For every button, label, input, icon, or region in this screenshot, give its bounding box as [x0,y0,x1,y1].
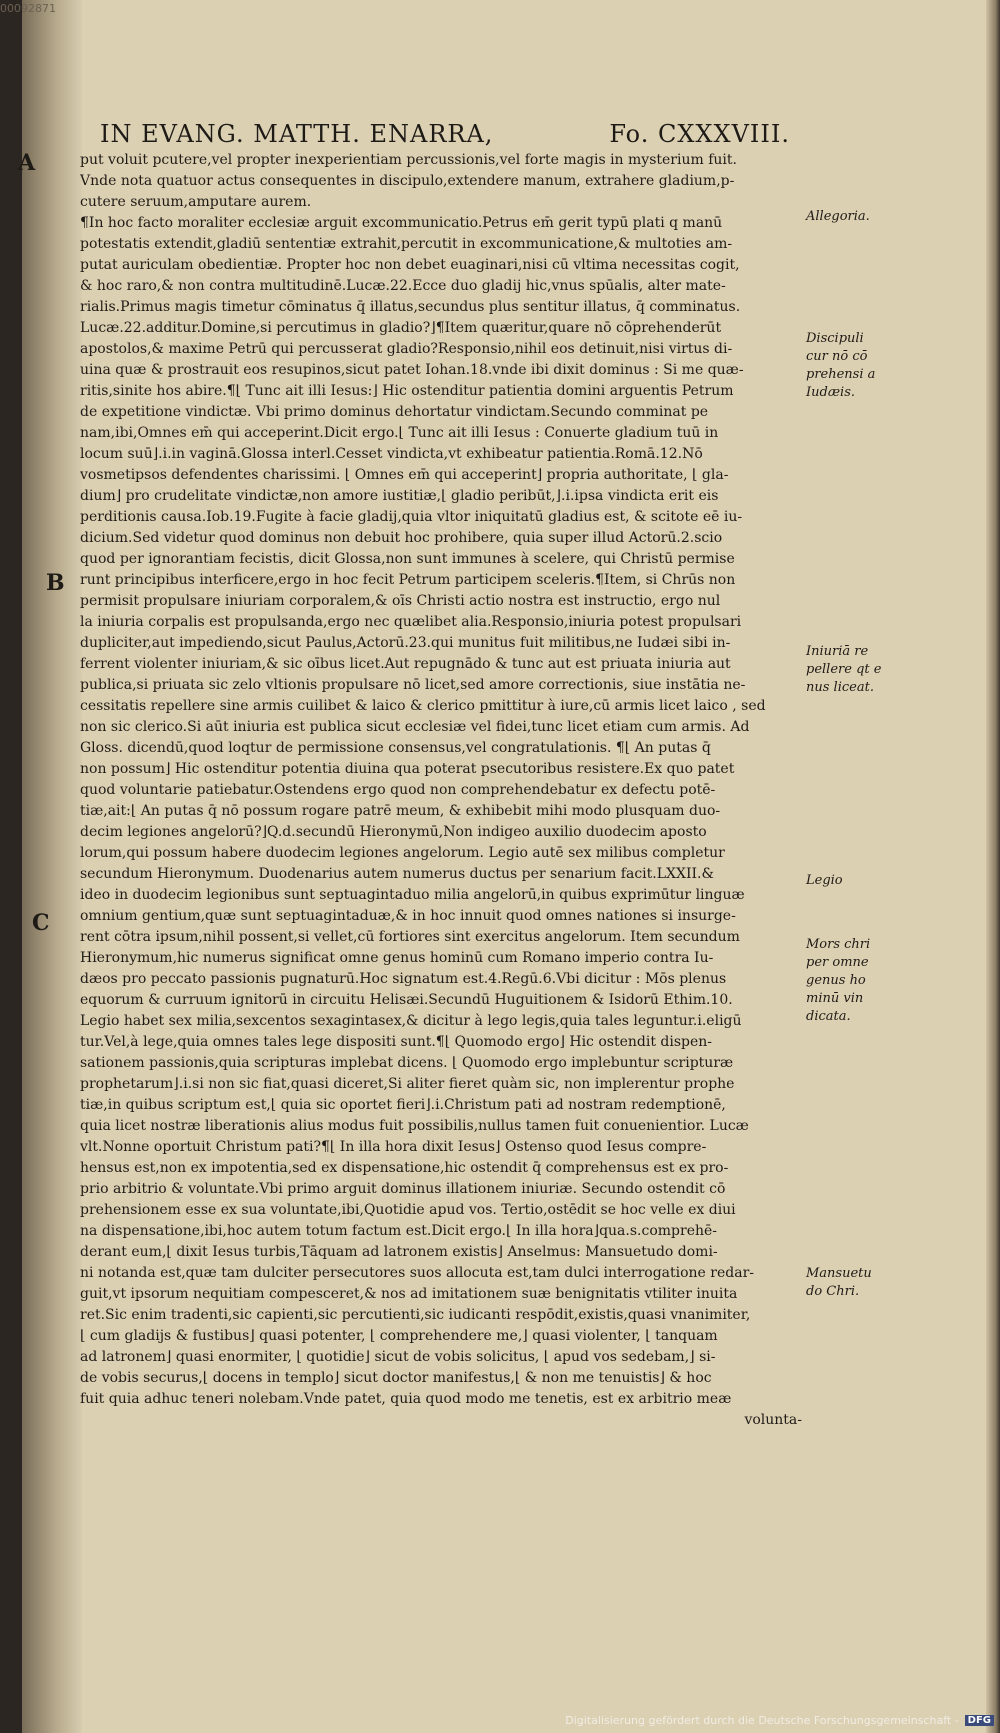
text-line: dicium.Sed videtur quod dominus non debuit hoc prohibere, quia super illud Actorū.2.scio [80,530,723,546]
section-letter-a: A [18,150,36,176]
text-line: ⌊ cum gladijs & fustibus⌋ quasi potenter, ⌊ comprehendere me,⌋ quasi violenter, ⌊ tanquam [80,1328,718,1344]
text-line: non possum⌋ Hic ostenditur potentia diuina qua poterat psecutoribus resistere.Ex quo patet [80,761,735,777]
text-line: cutere seruum,amputare aurem. [80,194,312,210]
text-line: quod per ignorantiam fecistis, dicit Glossa,non sunt immunes à scelere, qui Christū permise [80,551,735,567]
text-line: rent cōtra ipsum,nihil possent,si vellet,cū fortiores sint exercitus angelorum. Item secundum [80,929,740,945]
margin-note-mors: Mors chri per omne genus ho minū vin dicata. [806,937,871,1024]
page-fore-edge [986,0,1000,1733]
text-line: Lucæ.22.additur.Domine,si percutimus in gladio?⌋¶Item quæritur,quare nō cōprehenderūt [80,320,722,336]
text-line: na dispensatione,ibi,hoc autem totum factum est.Dicit ergo.⌊ In illa hora⌋qua.s.comprehē- [80,1223,718,1239]
text-line: & hoc raro,& non contra multitudinē.Lucæ.22.Ecce duo gladij hic,vnus spūalis, alter mate- [80,278,726,294]
text-line: prophetarum⌋.i.si non sic fiat,quasi diceret,Si aliter fieret quàm sic, non implerentur prophe [80,1076,735,1092]
text-line: rialis.Primus magis timetur cōminatus q̄ illatus,secundus plus sentitur illatus, q̄ comminatus. [80,299,741,315]
text-line: ideo in duodecim legionibus sunt septuagintaduo milia angelorū,in quibus exprimūtur linguæ [80,887,745,903]
text-line: tiæ,in quibus scriptum est,⌊ quia sic oportet fieri⌋.i.Christum pati ad nostram redemptionē, [80,1097,726,1113]
text-line: ¶In hoc facto moraliter ecclesiæ arguit excommunicatio.Petrus em̄ gerit typū plati q manū [80,215,723,231]
dfg-logo: DFG [965,1715,994,1726]
text-line: decim legiones angelorū?⌋Q.d.secundū Hieronymū,Non indigeo auxilio duodecim aposto [80,824,707,840]
footer [565,1711,994,1729]
folio-number: Fo. CXXXVIII. [609,120,790,148]
text-line: ret.Sic enim tradenti,sic capienti,sic percutienti,sic iudicanti respōdit,existis,quasi vnanimiter, [80,1307,751,1323]
text-line: apostolos,& maxime Petrū qui percusserat gladio?Responsio,nihil eos detinuit,nisi virtus di- [80,341,733,357]
text-line: prio arbitrio & voluntate.Vbi primo arguit dominus illationem iniuriæ. Secundo ostendit cō [80,1181,726,1197]
text-line: guit,vt ipsorum nequitiam compesceret,& nos ad imitationem suæ benignitatis vtiliter inuita [80,1286,738,1302]
text-line: vosmetipsos defendentes charissimi. ⌊ Omnes em̄ qui acceperint⌋ propria authoritate, ⌊ gla- [80,467,729,483]
text-line: omnium gentium,quæ sunt septuagintaduæ,& in hoc innuit quod omnes nationes si insurge- [80,908,736,924]
margin-note-legio: Legio [806,873,843,888]
text-line: dium⌋ pro crudelitate vindictæ,non amore iustitiæ,⌊ gladio peribūt,⌋.i.ipsa vindicta erit eis [80,488,719,504]
margin-note-mansuetudo: Mansuetu do Chri. [806,1266,872,1299]
book-gutter [22,0,82,1733]
text-line: put voluit pcutere,vel propter inexperientiam percussionis,vel forte magis in mysterium fuit. [80,152,737,168]
margin-note-iniuria: Iniuriā re pellere qt e nus liceat. [806,644,882,695]
section-letter-c: C [32,910,50,936]
margin-note-allegoria: Allegoria. [806,209,870,224]
text-line: potestatis extendit,gladiū sententiæ extrahit,percutit in excommunicatione,& multoties am- [80,236,733,252]
text-line: cessitatis repellere sine armis cuilibet & laico & clerico pmittitur à iure,cū armis licet laico , sed [80,698,766,714]
text-line: publica,si priuata sic zelo vltionis propulsare nō licet,sed amore correctionis, siue instātia ne- [80,677,746,693]
text-line: tiæ,ait:⌊ An putas q̄ nō possum rogare patrē meum, & exhibebit mihi modo plusquam duo- [80,803,721,819]
text-line: non sic clerico.Si aūt iniuria est publica sicut ecclesiæ vel fidei,tunc licet etiam cum armis. Ad [80,719,750,735]
text-line: tur.Vel,à lege,quia omnes tales lege dispositi sunt.¶⌊ Quomodo ergo⌋ Hic ostendit dispen- [80,1034,713,1050]
text-line: putat auriculam obedientiæ. Propter hoc non debet euaginari,nisi cū vltima necessitas cogit, [80,257,740,273]
scan-id: 00092871 [0,2,56,15]
text-line: quod voluntarie patiebatur.Ostendens ergo quod non comprehendebatur ex defectu potē- [80,782,716,798]
running-title: IN EVANG. MATTH. ENARRA, [100,120,494,148]
text-line: volunta- [744,1412,802,1428]
text-line: ad latronem⌋ quasi enormiter, ⌊ quotidie⌋ sicut de vobis solicitus, ⌊ apud vos sedebam,⌋ si- [80,1349,716,1365]
text-line: la iniuria corpalis est propulsanda,ergo nec quælibet alia.Responsio,iniuria potest propulsari [80,614,742,630]
section-letter-b: B [46,570,65,596]
margin-note-discipuli: Discipuli cur nō cō prehensi a Iudæis. [806,331,876,400]
text-line: dupliciter,aut impediendo,sicut Paulus,Actorū.23.qui munitus fuit militibus,ne Iudæi sibi in- [80,635,731,651]
text-line: de expetitione vindictæ. Vbi primo dominus dehortatur vindictam.Secundo comminat pe [80,404,709,420]
text-line: locum suū⌋.i.in vaginā.Glossa interl.Cesset vindicta,vt exhibeatur patientia.Romā.12.Nō [80,446,703,462]
text-line: prehensionem esse ex sua voluntate,ibi,Quotidie apud vos. Tertio,ostēdit se hoc velle ex diui [80,1202,736,1218]
text-line: secundum Hieronymum. Duodenarius autem numerus ductus per senarium facit.LXXII.& [80,866,714,882]
text-line: runt principibus interficere,ergo in hoc fecit Petrum participem sceleris.¶Item, si Chrūs non [80,572,736,588]
text-line: Legio habet sex milia,sexcentos sexagintasex,& dicitur à lego legis,quia tales leguntur.i.eligū [80,1013,742,1029]
text-line: Vnde nota quatuor actus consequentes in discipulo,extendere manum, extrahere gladium,p- [80,173,735,189]
text-line: fuit quia adhuc teneri nolebam.Vnde patet, quia quod modo me tenetis, est ex arbitrio meæ [80,1391,732,1407]
text-line: dæos pro peccato passionis pugnaturū.Hoc signatum est.4.Regū.6.Vbi dicitur : Mōs plenus [80,971,727,987]
text-line: ni notanda est,quæ tam dulciter persecutores suos allocuta est,tam dulci interrogatione redar- [80,1265,754,1281]
text-line: nam,ibi,Omnes em̄ qui acceperint.Dicit ergo.⌊ Tunc ait illi Iesus : Conuerte gladium tuū in [80,425,719,441]
text-line: de vobis securus,⌊ docens in templo⌋ sicut doctor manifestus,⌊ & non me tenuistis⌋ & hoc [80,1370,712,1386]
text-line: ritis,sinite hos abire.¶⌊ Tunc ait illi Iesus:⌋ Hic ostenditur patientia domini arguentis Petrum [80,383,734,399]
footer-credit: Digitalisierung gefördert durch die Deutsche Forschungsgemeinschaft - [565,1713,959,1727]
text-line: lorum,qui possum habere duodecim legiones angelorum. Legio autē sex milibus completur [80,845,725,861]
text-line: hensus est,non ex impotentia,sed ex dispensatione,hic ostendit q̄ comprehensus est ex pro- [80,1160,729,1176]
text-line: vlt.Nonne oportuit Christum pati?¶⌊ In illa hora dixit Iesus⌋ Ostenso quod Iesus compre- [80,1139,707,1155]
text-line: ferrent violenter iniuriam,& sic oībus licet.Aut repugnādo & tunc aut est priuata iniuria aut [80,656,731,672]
text-line: permisit propulsare iniuriam corporalem,& oīs Christi actio nostra est instructio, ergo nul [80,593,721,609]
text-line: Hieronymum,hic numerus significat omne genus hominū cum Romano imperio contra Iu- [80,950,714,966]
text-line: sationem passionis,quia scripturas implebat dicens. ⌊ Quomodo ergo implebuntur scripturæ [80,1055,734,1071]
text-line: quia licet nostræ liberationis alius modus fuit possibilis,nullus tamen fuit conuenientior. Lucæ [80,1118,749,1134]
text-line: equorum & curruum ignitorū in circuitu Helisæi.Secundū Huguitionem & Isidorū Ethim.10. [80,992,733,1008]
text-line: uina quæ & prostrauit eos resupinos,sicut patet Iohan.18.vnde ibi dixit dominus : Si me quæ- [80,362,744,378]
text-line: derant eum,⌊ dixit Iesus turbis,Tāquam ad latronem existis⌋ Anselmus: Mansuetudo domi- [80,1244,718,1260]
text-line: perditionis causa.Iob.19.Fugite à facie gladij,quia vltor iniquitatū gladius est, & scitote eē iu- [80,509,743,525]
text-line: Gloss. dicendū,quod loqtur de permissione consensus,vel congratulationis. ¶⌊ An putas q̄ [80,740,711,756]
body-text [80,150,810,1650]
